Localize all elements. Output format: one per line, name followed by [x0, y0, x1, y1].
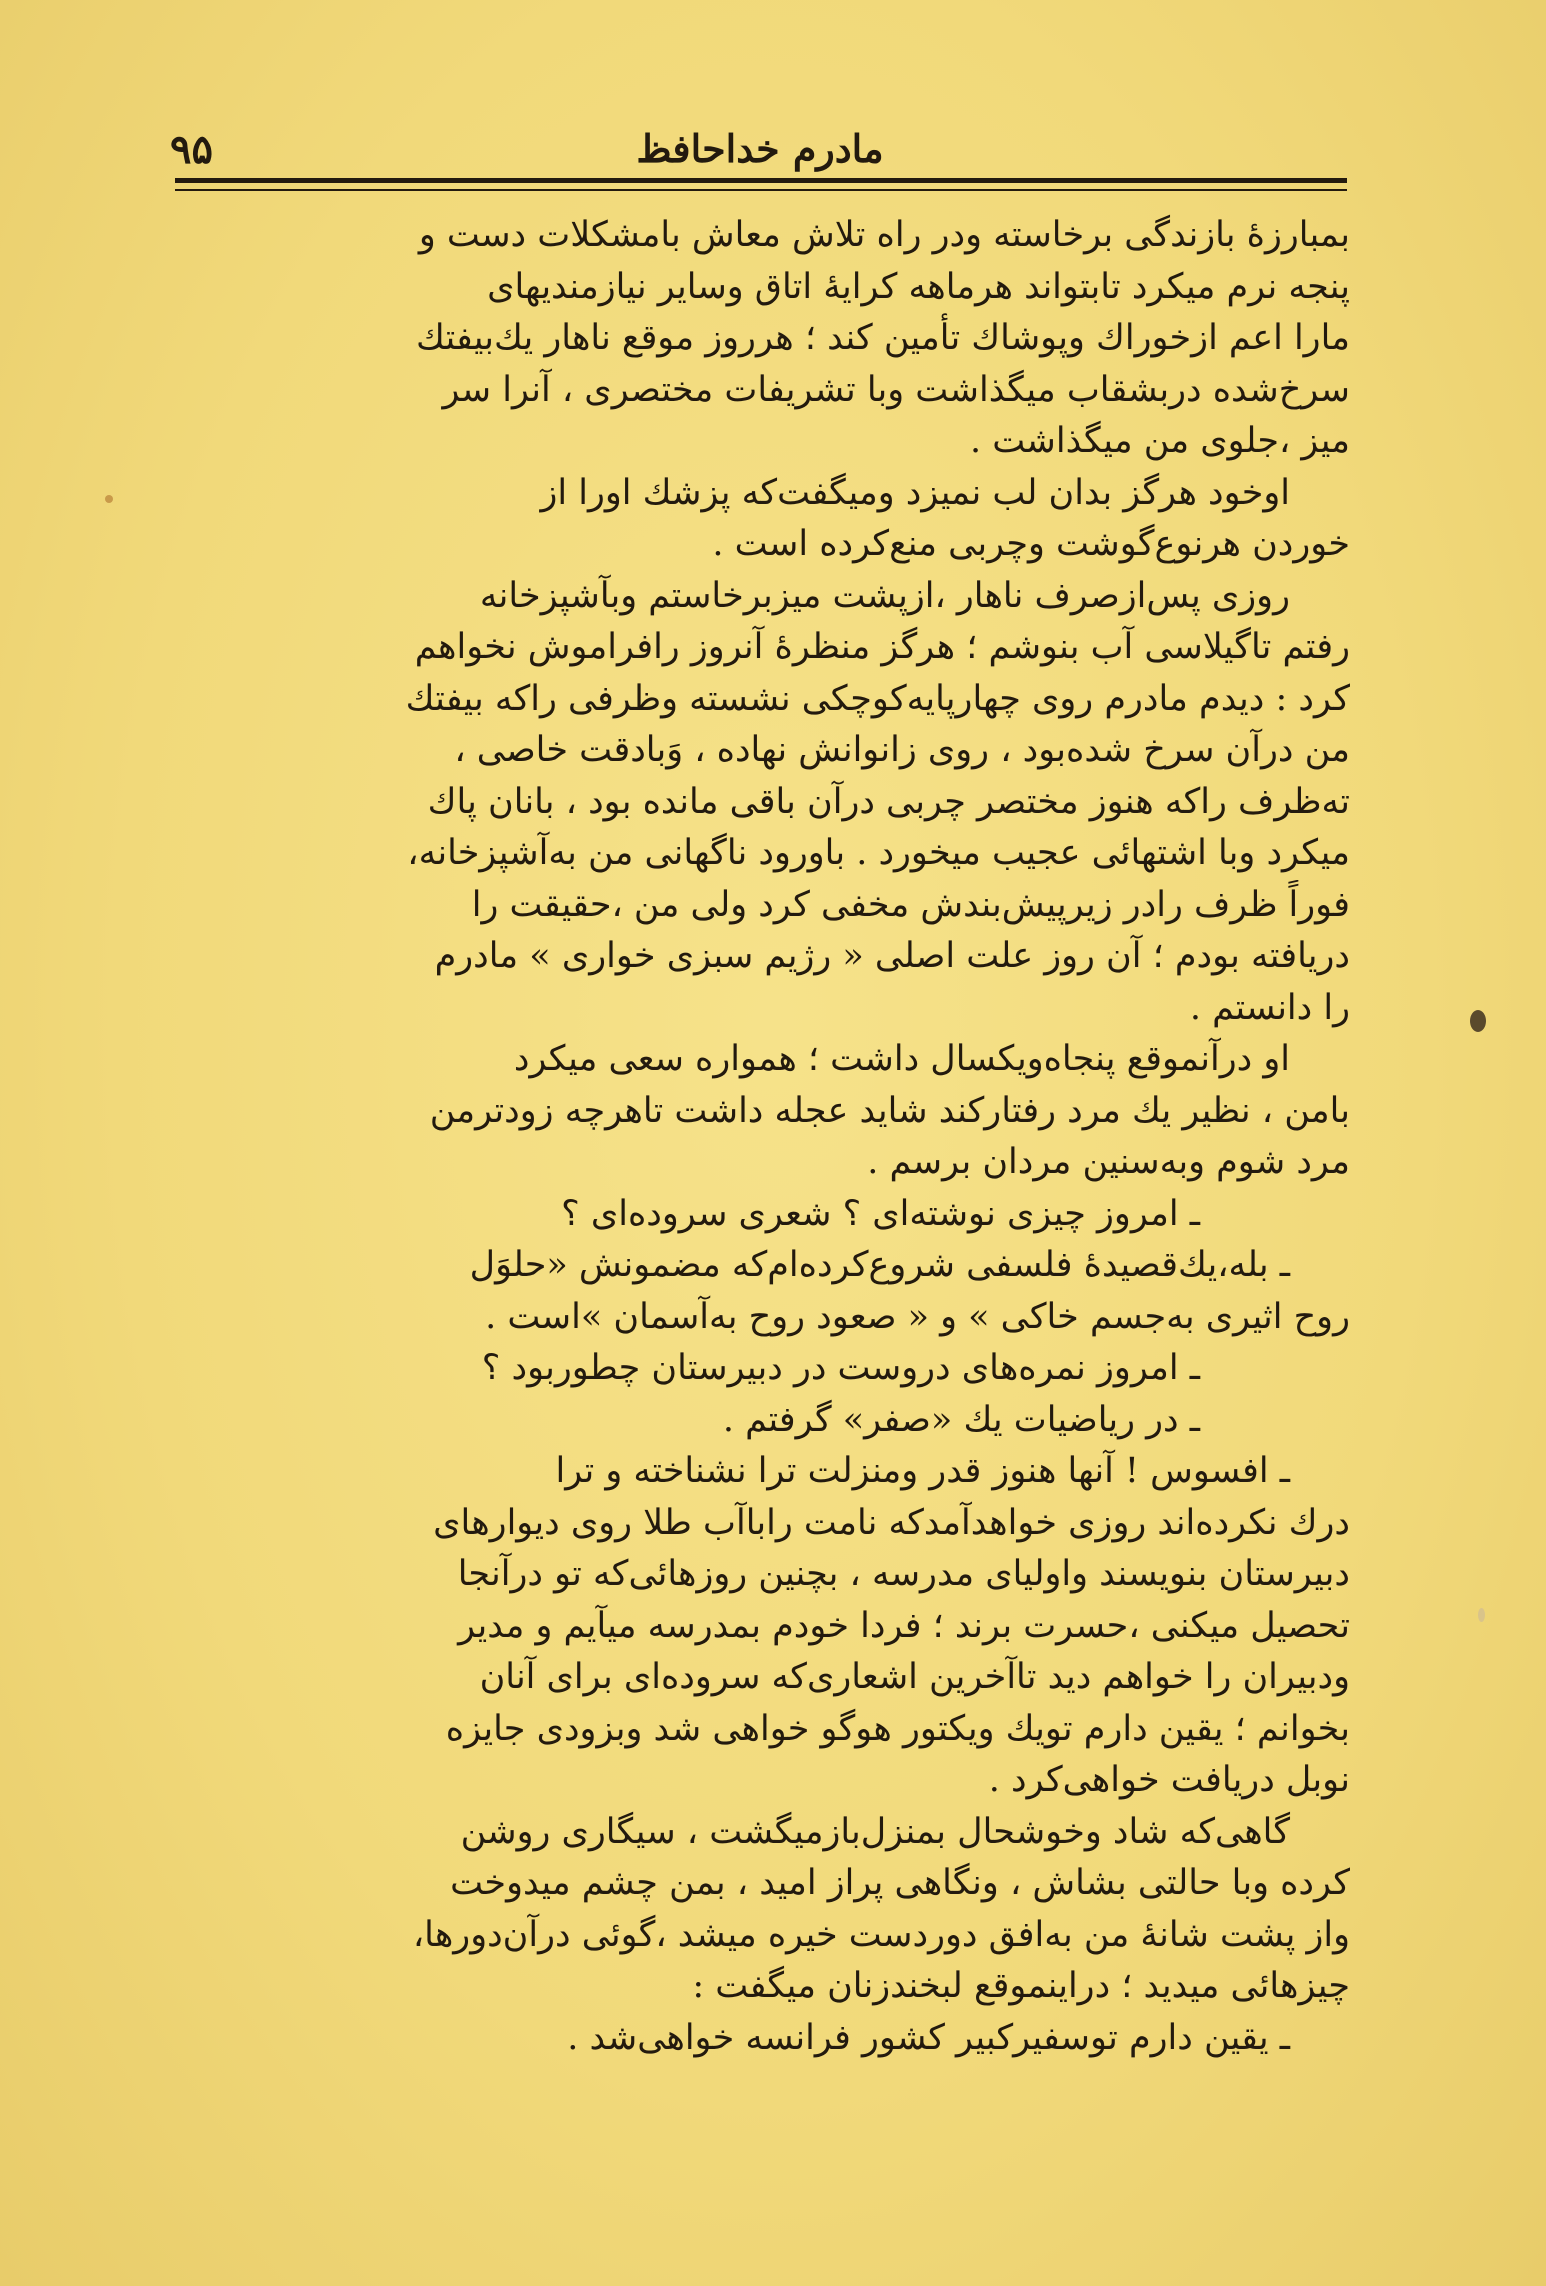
- text-line: درك نکرده‌اند روزی خواهدآمدکه نامت راباآب طلا روی دیوارهای: [433, 1502, 1350, 1543]
- text-line: من درآن سرخ شده‌بود ، روی زانوانش نهاده ، وَبادقت خاصی ،: [454, 730, 1350, 770]
- paper-stain: [1470, 1010, 1486, 1032]
- paper-speck: [1478, 1608, 1485, 1622]
- paper-speck: [105, 495, 113, 503]
- text-line: دبیرستان بنویسند واولیای مدرسه ، بچنین روزهائی‌که تو درآنجا: [457, 1554, 1350, 1594]
- header-rule-thin: [175, 189, 1347, 191]
- text-line: نوبل دریافت خواهی‌کرد .: [988, 1760, 1350, 1800]
- text-line: ته‌ظرف راکه هنوز مختصر چربی درآن باقی مانده بود ، بانان پاك: [427, 781, 1350, 822]
- text-line: ـ امروز نمره‌های دروست در دبیرستان چطوربود ؟: [481, 1348, 1200, 1388]
- text-line: اوخود هرگز بدان لب نمیزد ومیگفت‌که پزشك اورا از: [540, 472, 1290, 513]
- running-title: مادرم خداحافظ: [636, 126, 884, 171]
- text-line: فوراً ظرف رادر زیرپیش‌بندش مخفی کرد ولی من ،حقیقت را: [471, 884, 1350, 925]
- text-line: سرخ‌شده دربشقاب میگذاشت وبا تشریفات مختصری ، آنرا سر: [442, 369, 1350, 410]
- page-number: ۹۵: [170, 126, 213, 173]
- text-line: کرده وبا حالتی بشاش ، ونگاهی پراز امید ، بمن چشم میدوخت: [450, 1863, 1350, 1903]
- text-line: ودبیران را خواهم دید تاآخرین اشعاری‌که سروده‌ای برای آنان: [479, 1657, 1350, 1697]
- text-line: ـ افسوس ! آنها هنوز قدر ومنزلت ترا نشناخته و ترا: [555, 1451, 1290, 1491]
- text-line: روح اثیری به‌جسم خاکی » و « صعود روح به‌آسمان »است .: [485, 1296, 1350, 1337]
- text-line: ـ امروز چیزی نوشته‌ای ؟ شعری سروده‌ای ؟: [561, 1193, 1200, 1234]
- text-line: مرد شوم وبه‌سنین مردان برسم .: [867, 1142, 1350, 1182]
- text-line: میکرد وبا اشتهائی عجیب میخورد . باورود ناگهانی من به‌آشپزخانه،: [407, 833, 1350, 873]
- text-line: او درآنموقع پنجاه‌ویکسال داشت ؛ همواره سعی میکرد: [513, 1039, 1290, 1079]
- text-line: واز پشت شانهٔ من به‌افق دوردست خیره میشد ،گوئی درآن‌دورها،: [412, 1914, 1350, 1955]
- header-rule-thick: [175, 178, 1347, 183]
- text-line: دریافته بودم ؛ آن روز علت اصلی « رژیم سبزی خواری » مادرم: [434, 936, 1350, 976]
- text-line: ـ یقین دارم توسفیرکبیر کشور فرانسه خواهی‌شد .: [567, 2017, 1290, 2058]
- text-line: بامن ، نظیر يك مرد رفتارکند شاید عجله داشت تاهرچه زودترمن: [429, 1090, 1350, 1131]
- text-line: کرد : دیدم مادرم روی چهارپایه‌کوچکی نشسته وظرفی راکه بیفتك: [405, 678, 1350, 719]
- text-line: ـ بله،يك‌قصيدهٔ فلسفی شروع‌کرده‌ام‌که مضمونش «حلوَل: [469, 1245, 1290, 1285]
- text-line: مارا اعم ازخوراك وپوشاك تأمین کند ؛ هرروز موقع ناهار يك‌بيفتك: [415, 318, 1350, 358]
- body-text: [170, 210, 1350, 2064]
- text-line: پنجه نرم میکرد تابتواند هرماهه کرایهٔ اتاق وسایر نیازمندیهای: [487, 266, 1350, 307]
- text-line: خوردن هرنوع‌گوشت وچربی منع‌کرده است .: [712, 524, 1350, 564]
- text-line: روزی پس‌ازصرف ناهار ،ازپشت میزبرخاستم وبآشپزخانه: [479, 575, 1290, 616]
- text-line: گاهی‌که شاد وخوشحال بمنزل‌بازمیگشت ، سیگاری روشن: [460, 1811, 1290, 1852]
- page-header: [170, 118, 1350, 178]
- text-line: ـ در ریاضیات يك «صفر» گرفتم .: [722, 1399, 1200, 1440]
- text-line: رفتم تاگیلاسی آب بنوشم ؛ هرگز منظرهٔ آنروز رافراموش نخواهم: [414, 627, 1350, 667]
- text-line: چیزهائی میدید ؛ دراینموقع لبخندزنان میگفت :: [692, 1966, 1350, 2006]
- text-line: بمبارزهٔ بازندگی برخاسته ودر راه تلاش معاش بامشکلات دست و: [418, 215, 1350, 255]
- text-line: را دانستم .: [1189, 987, 1350, 1028]
- text-line: بخوانم ؛ یقین دارم تویك ویکتور هوگو خواهی شد وبزودی جایزه: [445, 1708, 1350, 1749]
- text-line: تحصیل میکنی ،حسرت برند ؛ فردا خودم بمدرسه میآیم و مدیر: [458, 1605, 1350, 1646]
- text-line: میز ،جلوی من میگذاشت .: [969, 421, 1350, 461]
